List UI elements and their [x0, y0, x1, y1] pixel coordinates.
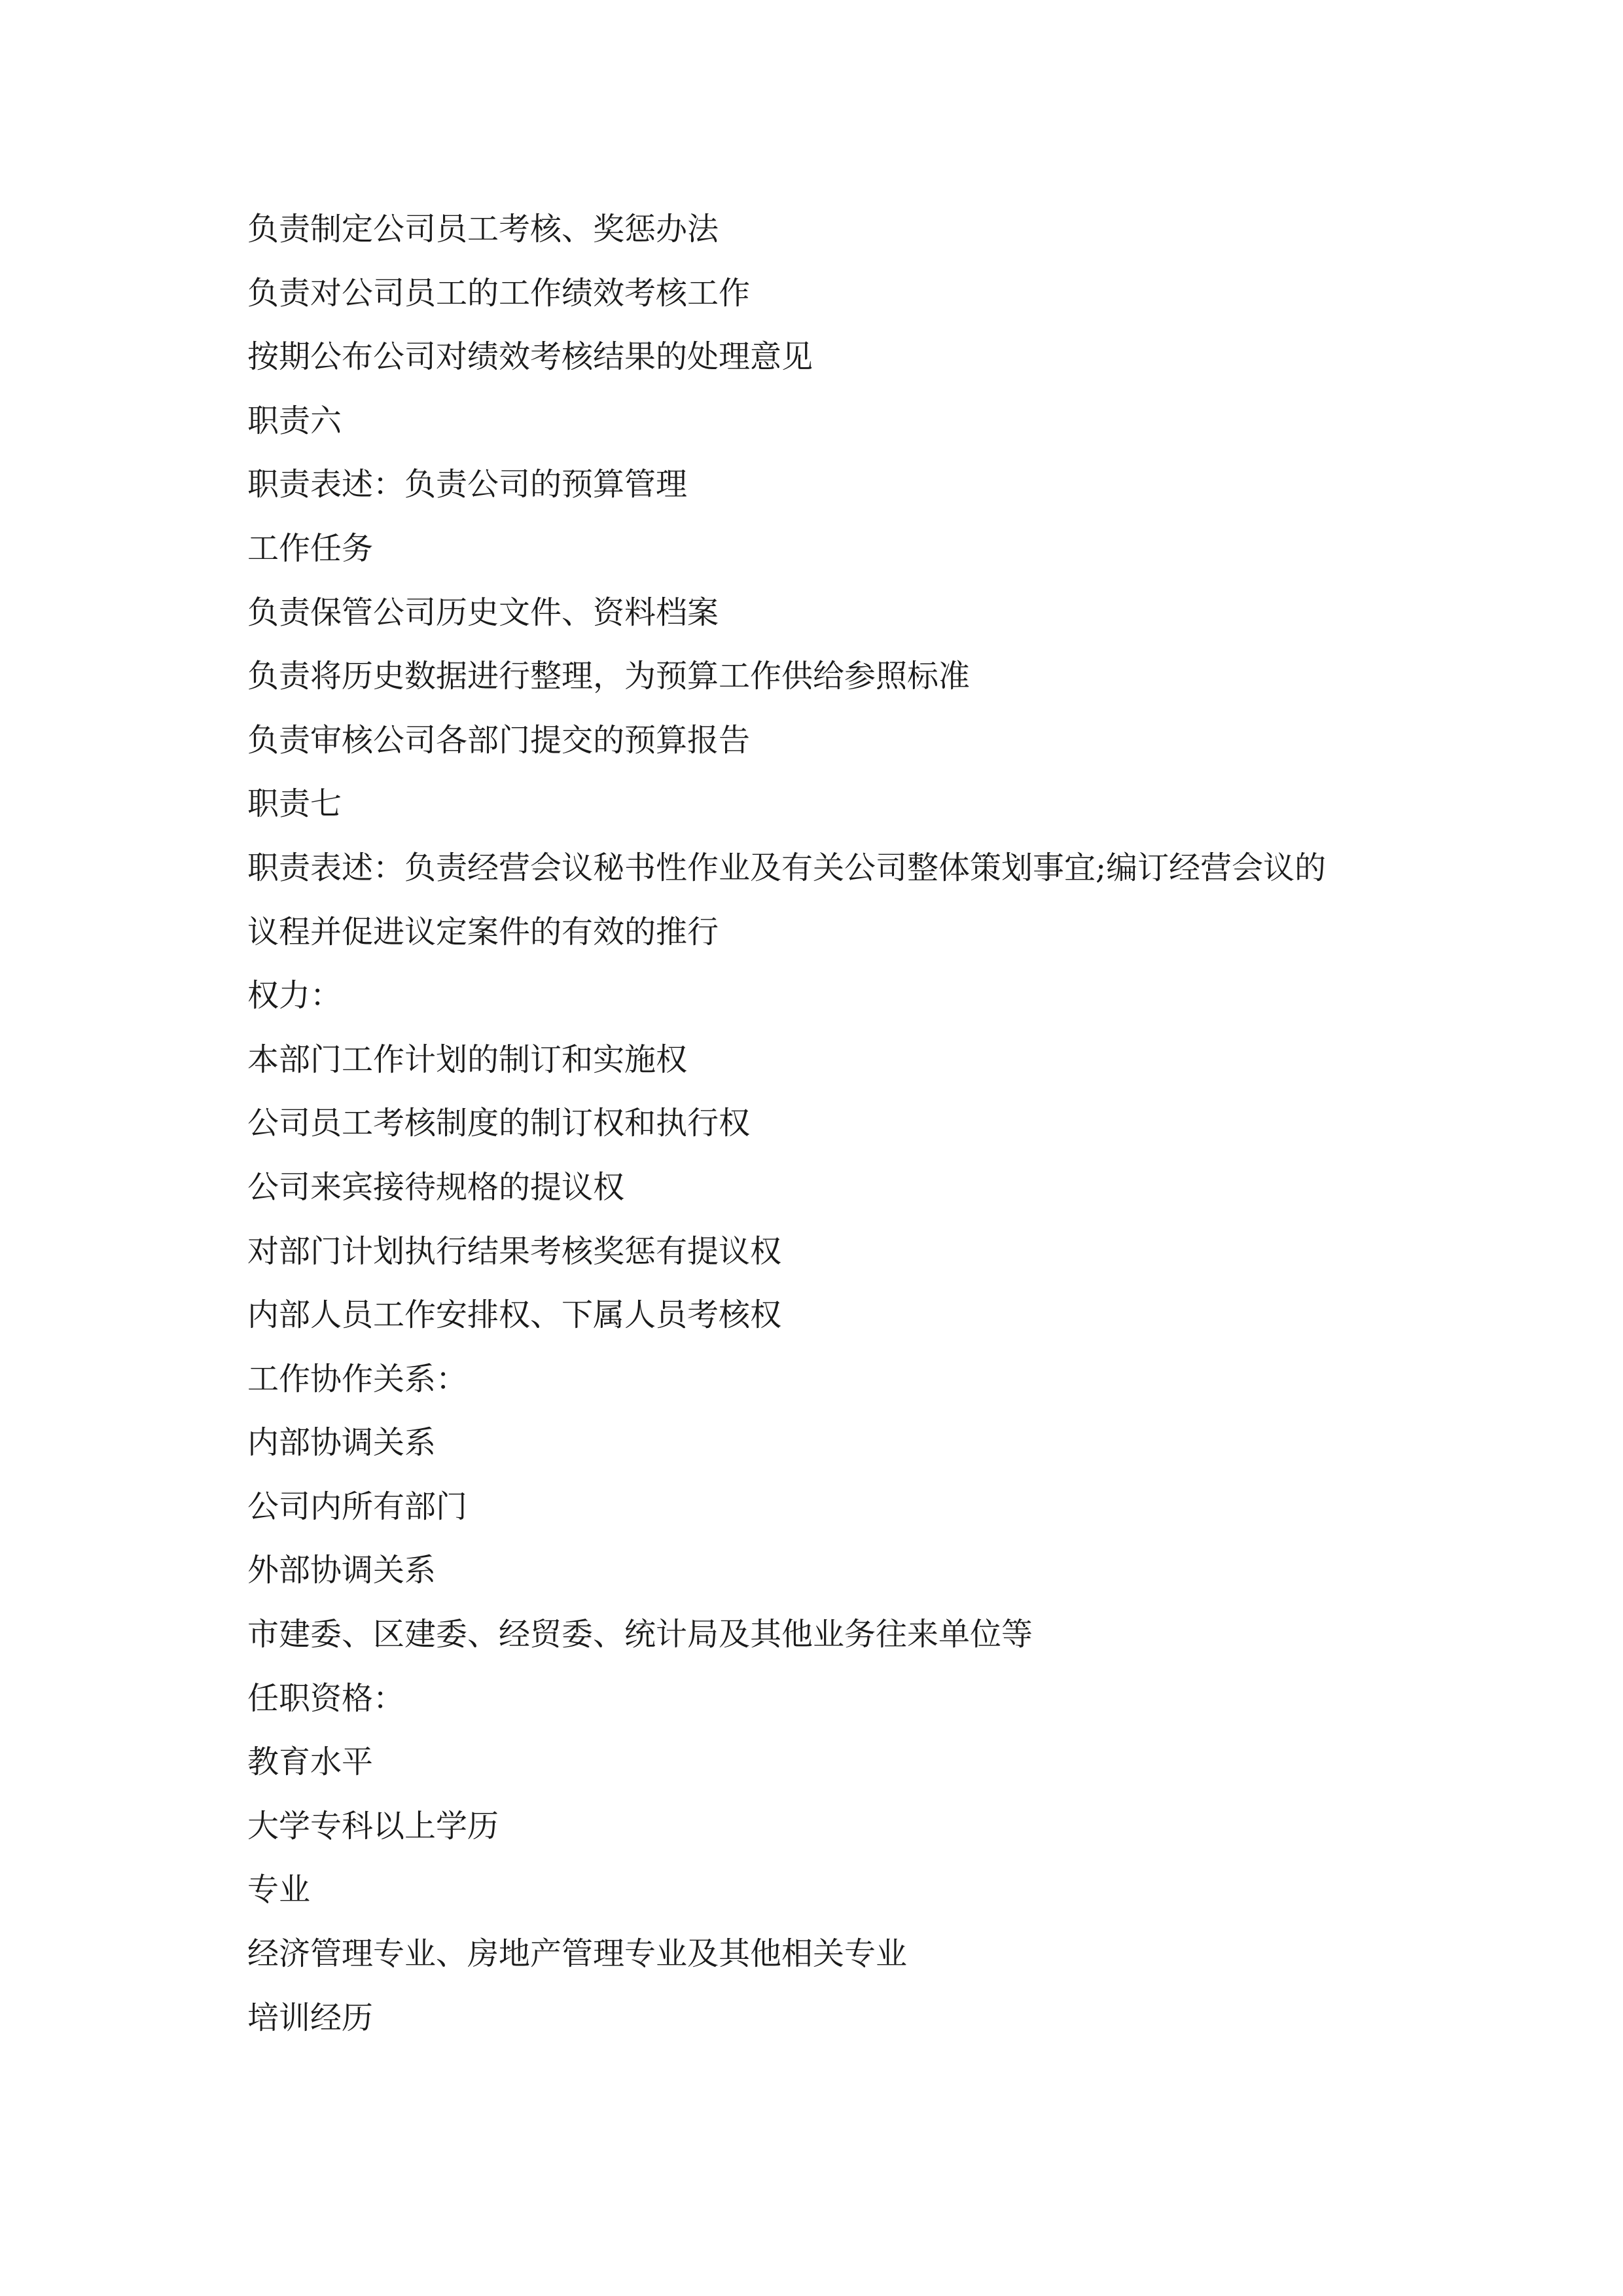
text-line: 经济管理专业、房地产管理专业及其他相关专业 — [247, 1935, 908, 1973]
subsection-heading: 工作任务 — [247, 529, 374, 567]
text-line: 议程并促进议定案件的有效的推行 — [247, 913, 719, 950]
text-line: 负责保管公司历史文件、资料档案 — [247, 594, 719, 631]
subsection-heading: 内部协调关系 — [247, 1424, 437, 1462]
text-line: 公司内所有部门 — [247, 1488, 468, 1525]
section-heading: 职责七 — [247, 785, 342, 823]
text-line: 按期公布公司对绩效考核结果的处理意见 — [247, 338, 813, 376]
text-line: 负责对公司员工的工作绩效考核工作 — [247, 274, 751, 312]
text-line: 内部人员工作安排权、下属人员考核权 — [247, 1297, 782, 1334]
subsection-heading: 专业 — [247, 1871, 311, 1909]
text-line: 公司来宾接待规格的提议权 — [247, 1168, 625, 1206]
text-line: 负责制定公司员工考核、奖惩办法 — [247, 211, 719, 247]
section-heading: 权力： — [247, 977, 342, 1014]
subsection-heading: 外部协调关系 — [247, 1552, 437, 1589]
text-line: 职责表述：负责经营会议秘书性作业及有关公司整体策划事宜;编订经营会议的 — [247, 849, 1327, 886]
text-line: 本部门工作计划的制订和实施权 — [247, 1041, 688, 1078]
text-line: 对部门计划执行结果考核奖惩有提议权 — [247, 1232, 782, 1270]
text-line: 职责表述：负责公司的预算管理 — [247, 466, 688, 503]
text-line: 市建委、区建委、经贸委、统计局及其他业务往来单位等 — [247, 1616, 1033, 1653]
text-line: 负责审核公司各部门提交的预算报告 — [247, 721, 751, 759]
document-body — [247, 198, 1425, 2050]
section-heading: 职责六 — [247, 402, 342, 439]
section-heading: 任职资格： — [247, 1679, 405, 1717]
text-line: 大学专科以上学历 — [247, 1807, 499, 1844]
text-line: 公司员工考核制度的制订权和执行权 — [247, 1105, 751, 1142]
text-line: 负责将历史数据进行整理，为预算工作供给参照标准 — [247, 658, 971, 695]
section-heading: 工作协作关系： — [247, 1360, 468, 1397]
subsection-heading: 教育水平 — [247, 1744, 374, 1781]
subsection-heading: 培训经历 — [247, 1999, 374, 2036]
